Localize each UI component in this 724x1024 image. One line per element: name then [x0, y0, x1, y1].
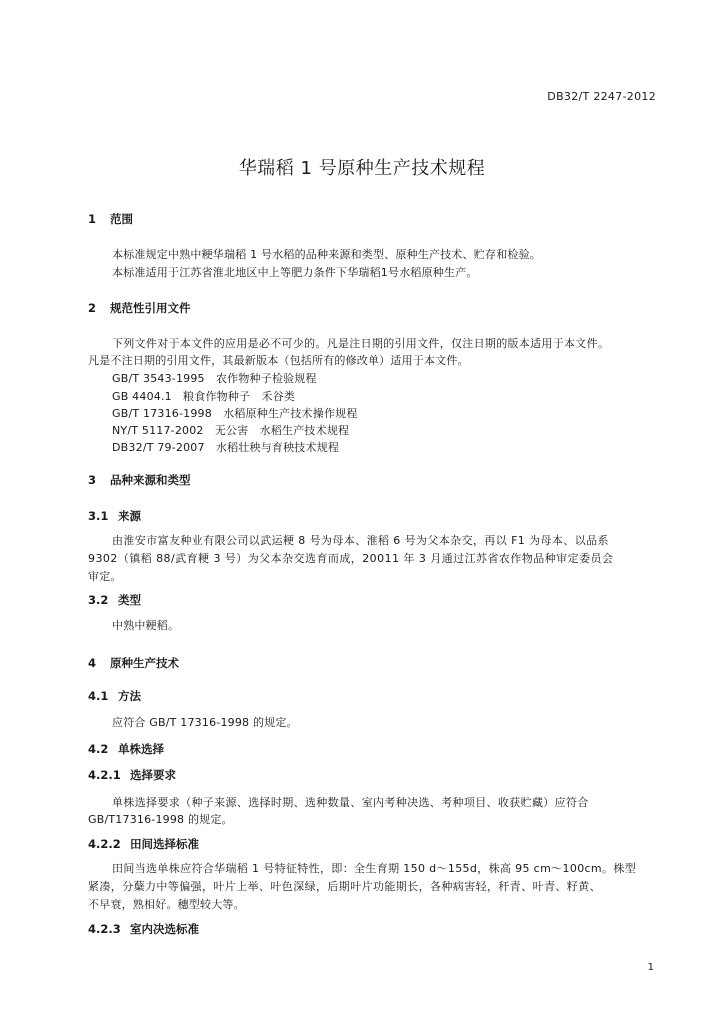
subsection-4-1-heading [88, 688, 141, 704]
paragraph: 单株选择要求（种子来源、选择时期、选种数量、室内考种决选、考种项目、收获贮藏）应符合 [112, 796, 589, 809]
subsection-4-2-1-heading [88, 767, 176, 783]
paragraph: 田间当选单株应符合华瑞稻 1 号特征特性，即：全生育期 150 d～155d，株高 95 cm～100cm。株型 [112, 862, 637, 875]
paragraph: 不早衰，熟相好。穗型较大等。 [88, 898, 245, 911]
paragraph: 应符合 GB/T 17316-1998 的规定。 [112, 716, 298, 729]
paragraph: 由淮安市富友种业有限公司以武运粳 8 号为母本、淮稻 6 号为父本杂交，再以 F1 为母本、以品系 [112, 534, 609, 547]
section-number: 1 [88, 212, 97, 226]
subsection-4-2-3-heading [88, 921, 199, 937]
paragraph: 凡是不注日期的引用文件，其最新版本（包括所有的修改单）适用于本文件。 [88, 354, 469, 367]
section-number: 4 [88, 656, 97, 670]
paragraph: GB/T17316-1998 的规定。 [88, 813, 233, 826]
section-number: 4.1 [88, 689, 109, 703]
section-number: 4.2.3 [88, 922, 121, 936]
section-title: 来源 [118, 509, 141, 523]
section-3-heading [88, 472, 191, 488]
subsection-4-2-2-heading [88, 836, 199, 852]
section-title: 田间选择标准 [130, 837, 199, 851]
section-title: 选择要求 [130, 768, 176, 782]
paragraph: 本标准规定中熟中粳华瑞稻 1 号水稻的品种来源和类型、原种生产技术、贮存和检验。 [112, 248, 541, 261]
section-4-heading [88, 655, 179, 671]
reference-item: GB/T 3543-1995 农作物种子检验规程 [112, 372, 317, 385]
section-number: 3.2 [88, 593, 109, 607]
section-number: 2 [88, 301, 97, 315]
paragraph: 9302（镇稻 88/武育粳 3 号）为父本杂交选育而成，20011 年 3 月通过江苏省农作物品种审定委员会 [88, 552, 614, 565]
section-title: 规范性引用文件 [110, 301, 191, 315]
reference-item: DB32/T 79-2007 水稻壮秧与育秧技术规程 [112, 441, 340, 454]
section-number: 4.2.1 [88, 768, 121, 782]
section-title: 范围 [110, 212, 133, 226]
section-1-heading [88, 211, 133, 227]
paragraph: 本标准适用于江苏省淮北地区中上等肥力条件下华瑞稻1号水稻原种生产。 [112, 266, 478, 279]
section-title: 单株选择 [118, 742, 164, 756]
subsection-3-2-heading [88, 592, 141, 608]
reference-item: GB/T 17316-1998 水稻原种生产技术操作规程 [112, 407, 358, 420]
section-number: 4.2.2 [88, 837, 121, 851]
section-title: 原种生产技术 [110, 656, 179, 670]
reference-item: NY/T 5117-2002 无公害 水稻生产技术规程 [112, 424, 350, 437]
section-number: 4.2 [88, 742, 109, 756]
document-title: 华瑞稻 1 号原种生产技术规程 [238, 158, 486, 179]
paragraph: 审定。 [88, 570, 122, 583]
subsection-3-1-heading [88, 508, 141, 524]
document-code: DB32/T 2247-2012 [547, 90, 656, 103]
paragraph: 紧凑，分蘖力中等偏强，叶片上举、叶色深绿，后期叶片功能期长，各种病害轻，秆青、叶青、籽黄、 [88, 880, 601, 893]
page-number: 1 [647, 962, 654, 973]
paragraph: 下列文件对于本文件的应用是必不可少的。凡是注日期的引用文件，仅注日期的版本适用于本文件。 [112, 337, 610, 350]
reference-item: GB 4404.1 粮食作物种子 禾谷类 [112, 390, 296, 403]
section-number: 3 [88, 473, 97, 487]
subsection-4-2-heading [88, 741, 164, 757]
section-2-heading [88, 300, 191, 316]
section-title: 方法 [118, 689, 141, 703]
paragraph: 中熟中粳稻。 [112, 619, 180, 632]
section-title: 室内决选标准 [130, 922, 199, 936]
section-title: 品种来源和类型 [110, 473, 191, 487]
section-title: 类型 [118, 593, 141, 607]
section-number: 3.1 [88, 509, 109, 523]
